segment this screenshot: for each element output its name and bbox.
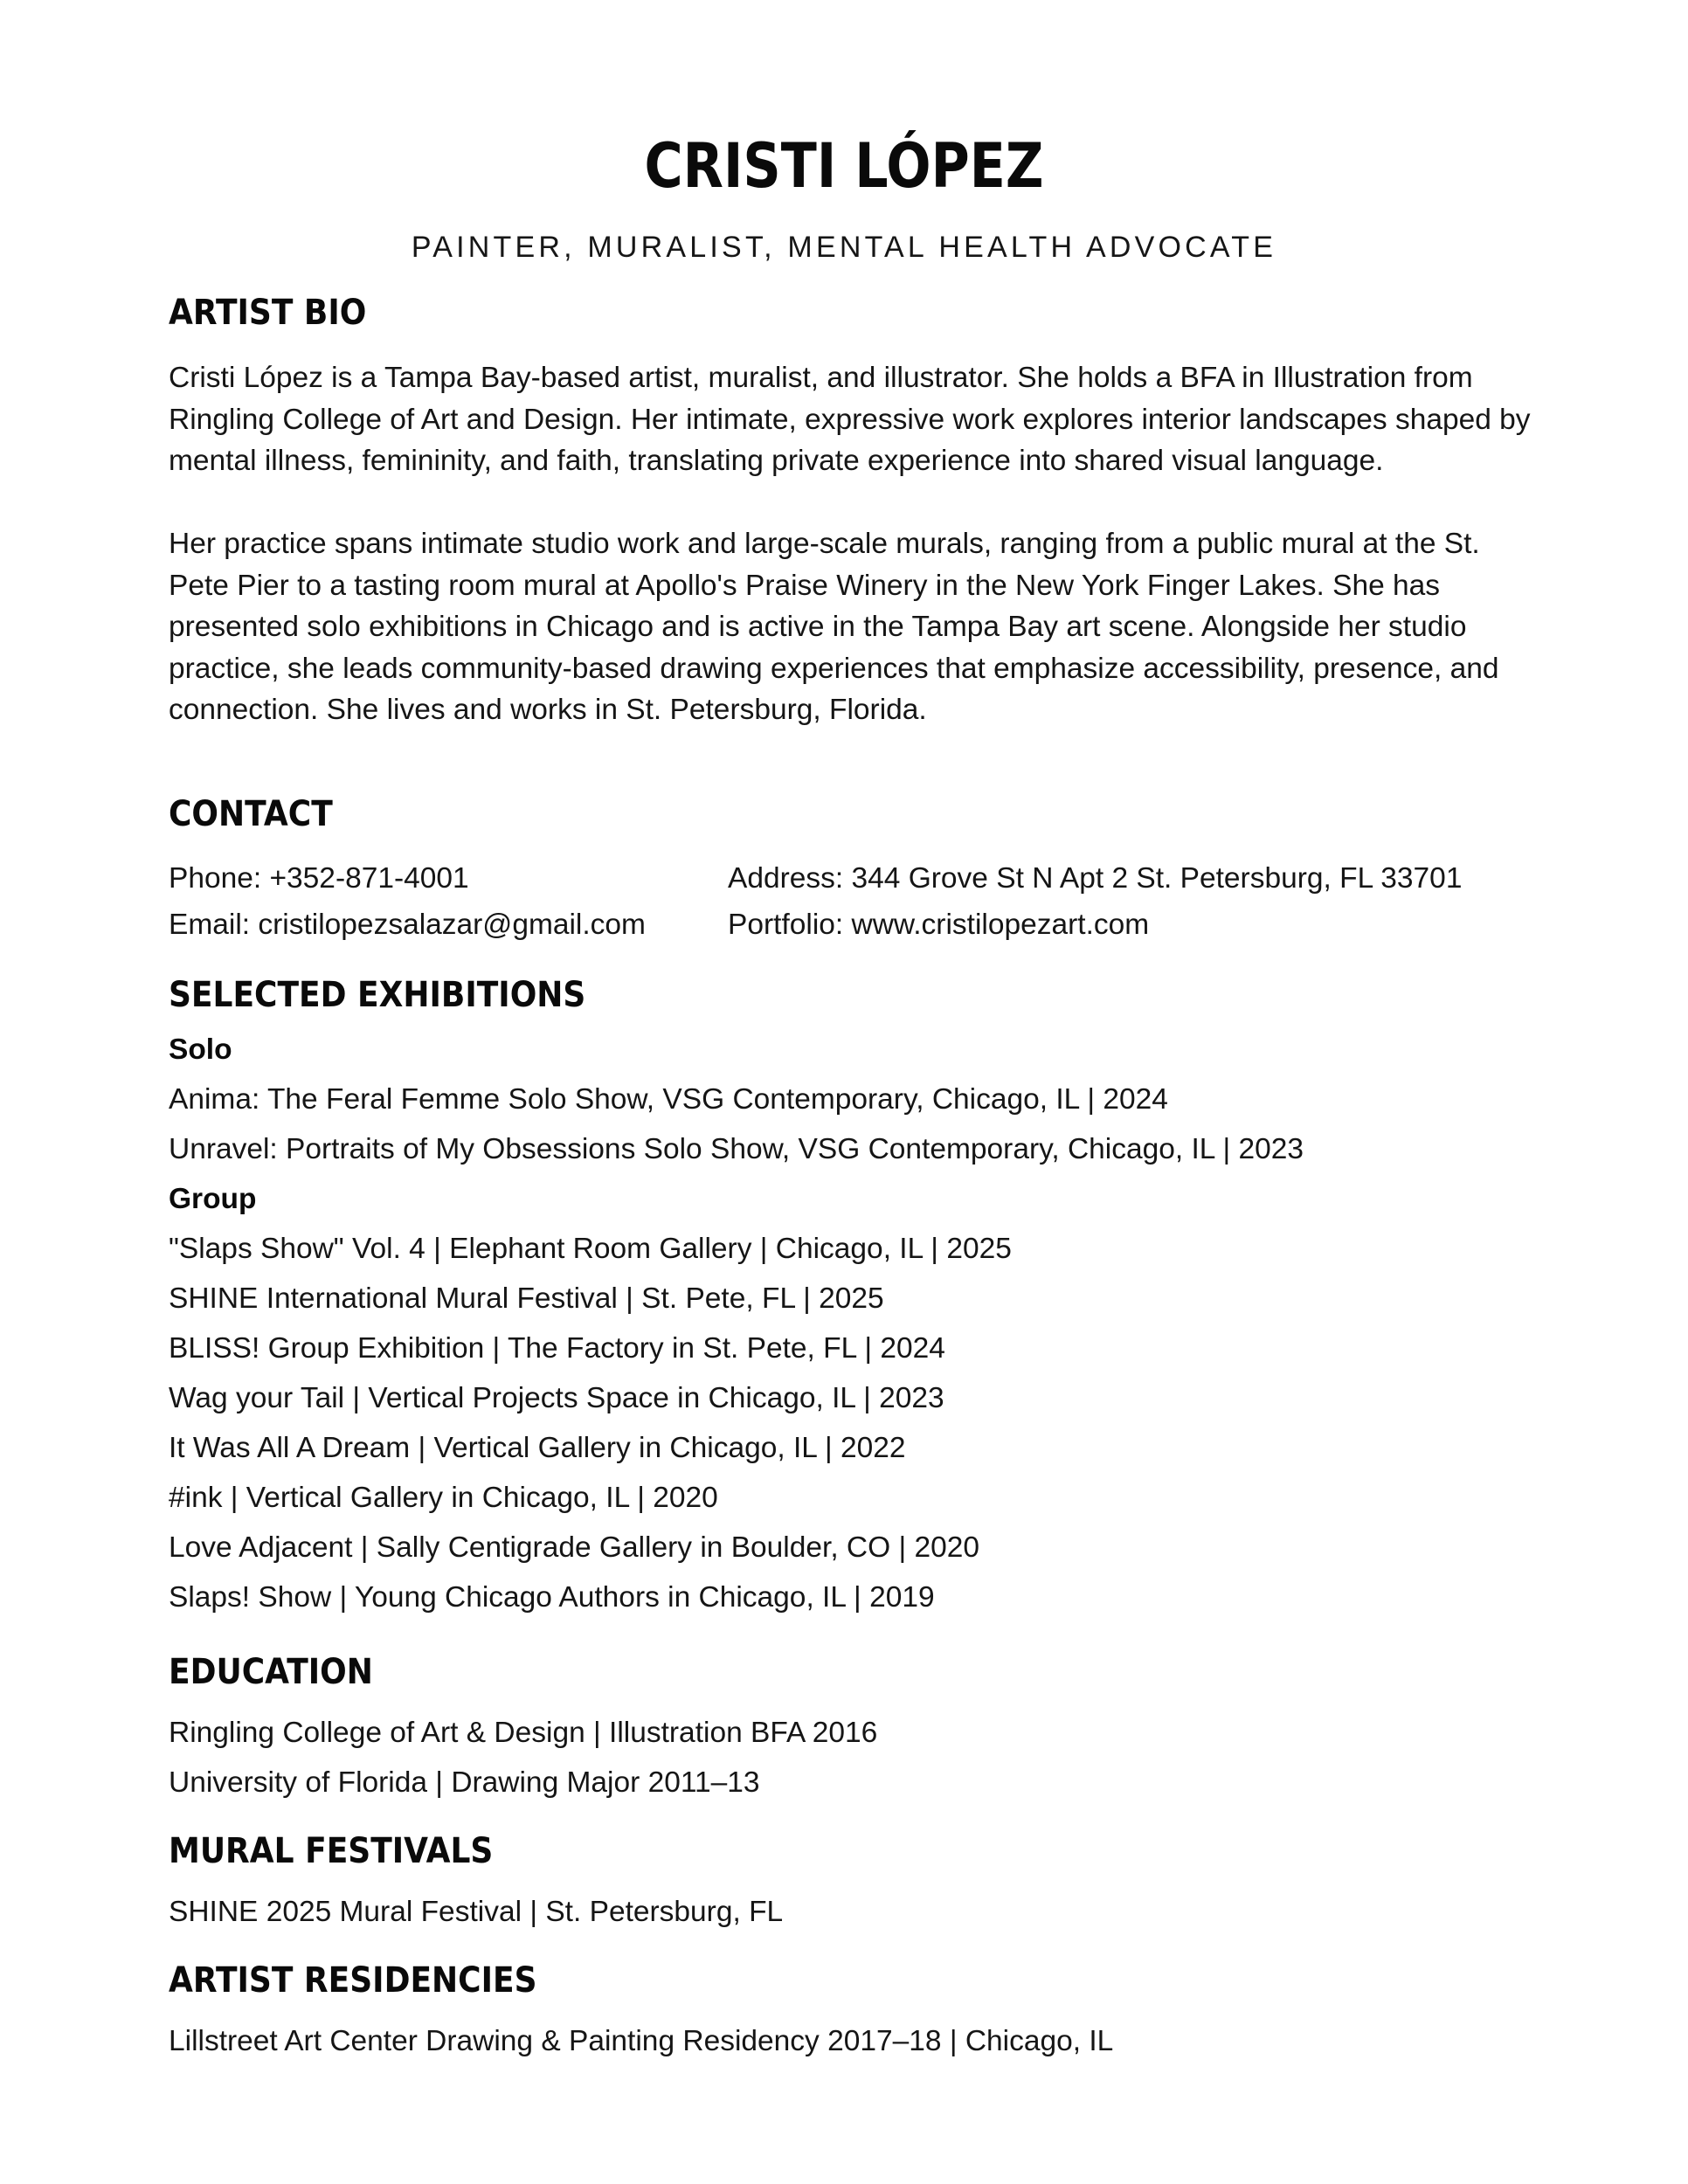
group-subheading: Group (169, 1183, 257, 1215)
residency-item: Lillstreet Art Center Drawing & Painting Residency 2017–18 | Chicago, IL (169, 2025, 1114, 2057)
exhibition-item: Love Adjacent | Sally Centigrade Gallery in Boulder, CO | 2020 (169, 1531, 980, 1564)
exhibition-item: Anima: The Feral Femme Solo Show, VSG Contemporary, Chicago, IL | 2024 (169, 1083, 1168, 1116)
exhibition-item: Slaps! Show | Young Chicago Authors in Chicago, IL | 2019 (169, 1581, 935, 1614)
residencies-section (169, 1956, 1532, 2005)
bio-paragraph: Cristi López is a Tampa Bay-based artist, muralist, and illustrator. She holds a BFA in Illustration from Ringling College of Art and Design. Her intimate, expressive work explores interior landscapes shaped by mental illness, femininity, and faith, translating private experience into shared visual language. (169, 362, 1531, 477)
residencies-list (169, 2016, 1532, 2066)
exhibition-item: #ink | Vertical Gallery in Chicago, IL | 2020 (169, 1482, 718, 1514)
exhibition-item: "Slaps Show" Vol. 4 | Elephant Room Gallery | Chicago, IL | 2025 (169, 1233, 1012, 1265)
contact-section (169, 790, 1532, 839)
mural-item: SHINE 2025 Mural Festival | St. Petersburg, FL (169, 1896, 784, 1928)
murals-section (169, 1827, 1532, 1876)
contact-phone: Phone: +352-871-4001 (169, 862, 469, 895)
exhibition-item: BLISS! Group Exhibition | The Factory in St. Pete, FL | 2024 (169, 1332, 945, 1365)
contact-address: Address: 344 Grove St N Apt 2 St. Petersburg, FL 33701 (728, 862, 1463, 895)
residencies-heading: ARTIST RESIDENCIES (169, 1960, 537, 2001)
exhibition-item: SHINE International Mural Festival | St. Pete, FL | 2025 (169, 1282, 884, 1315)
artist-name: CRISTI LÓPEZ (644, 130, 1044, 202)
murals-list (169, 1887, 1532, 1937)
education-heading: EDUCATION (169, 1652, 373, 1692)
education-item: Ringling College of Art & Design | Illustration BFA 2016 (169, 1717, 878, 1749)
contact-email: Email: cristilopezsalazar@gmail.com (169, 909, 646, 941)
exhibition-item: Unravel: Portraits of My Obsessions Solo Show, VSG Contemporary, Chicago, IL | 2023 (169, 1133, 1304, 1165)
exhibitions-heading: SELECTED EXHIBITIONS (169, 975, 586, 1015)
murals-heading: MURAL FESTIVALS (169, 1831, 494, 1871)
exhibition-item: It Was All A Dream | Vertical Gallery in Chicago, IL | 2022 (169, 1432, 906, 1464)
bio-body (169, 357, 1532, 731)
exhibitions-list (169, 1025, 1532, 1622)
artist-tagline: PAINTER, MURALIST, MENTAL HEALTH ADVOCATE (411, 231, 1277, 264)
solo-subheading: Solo (169, 1033, 232, 1066)
education-section (169, 1648, 1532, 1697)
exhibitions-section (169, 971, 1532, 1019)
contact-details (169, 855, 1532, 951)
contact-heading: CONTACT (169, 794, 333, 834)
bio-heading: ARTIST BIO (169, 293, 367, 333)
education-list (169, 1708, 1532, 1807)
bio-paragraph: Her practice spans intimate studio work and large-scale murals, ranging from a public mural at the St. Pete Pier to a tasting room mural at Apollo's Praise Winery in the New York Finger Lakes. She has presented solo exhibitions in Chicago and is active in the Tampa Bay art scene. Alongside her studio practice, she leads community-based drawing experiences that emphasize accessibility, presence, and connection. She lives and works in St. Petersburg, Florida. (169, 528, 1499, 726)
bio-section (169, 288, 1532, 337)
exhibition-item: Wag your Tail | Vertical Projects Space in Chicago, IL | 2023 (169, 1382, 944, 1414)
education-item: University of Florida | Drawing Major 2011–13 (169, 1766, 760, 1799)
contact-portfolio: Portfolio: www.cristilopezart.com (728, 909, 1150, 941)
